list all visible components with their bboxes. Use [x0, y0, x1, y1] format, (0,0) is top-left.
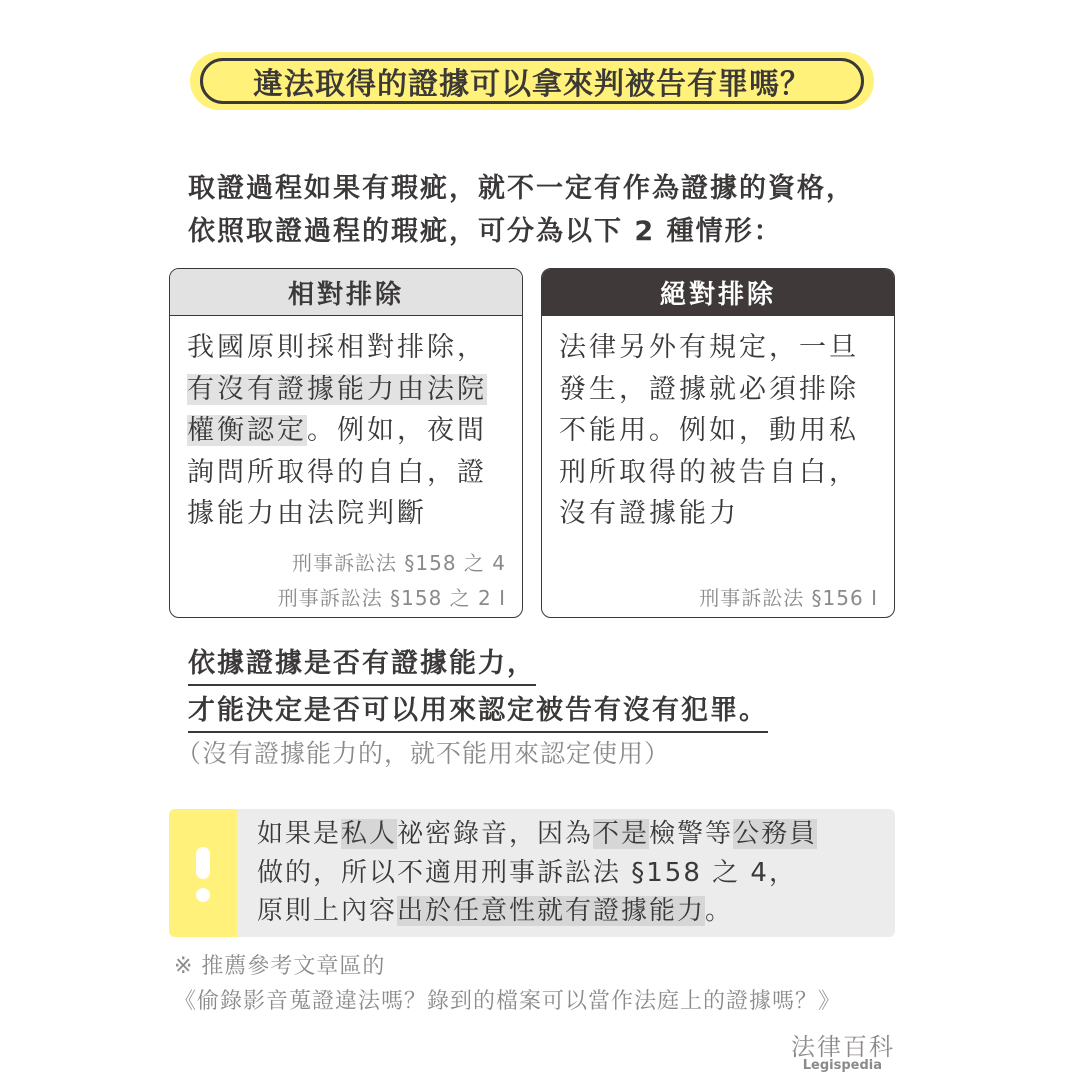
- notice-line-3: 原則上內容出於任意性就有證據能力。: [257, 896, 734, 926]
- page-title: 違法取得的證據可以拿來判被告有罪嗎？: [200, 58, 864, 104]
- notice-accent-bar: [169, 809, 237, 937]
- notice-text: [257, 815, 817, 931]
- conclusion-line-2: 才能決定是否可以用來認定被告有沒有犯罪。: [188, 688, 768, 733]
- highlight: 出於任意性就有證據能力: [397, 896, 706, 926]
- relative-line-4: 詢問所取得的自白，證: [187, 456, 487, 488]
- relative-exclusion-body: [187, 327, 517, 535]
- footnote-article-link: 《偷錄影音蒐證違法嗎？錄到的檔案可以當作法庭上的證據嗎？》: [174, 989, 842, 1014]
- relative-line-3: 權衡認定。例如，夜間: [187, 415, 487, 446]
- highlight: 權衡認定: [187, 415, 307, 446]
- relative-line-2: [187, 369, 517, 411]
- conclusion-note: （沒有證據能力的，就不能用來認定使用）: [176, 739, 671, 768]
- absolute-ref: 刑事訴訟法 §156 I: [699, 586, 878, 610]
- absolute-line-5: 沒有證據能力: [559, 498, 739, 529]
- absolute-exclusion-heading: 絕對排除: [542, 269, 894, 316]
- title-banner: [190, 52, 874, 110]
- intro-line-2: 依照取證過程的瑕疵，可分為以下 2 種情形：: [188, 216, 783, 247]
- notice-line-1: 如果是私人祕密錄音，因為不是檢警等公務員: [257, 819, 818, 849]
- highlight: 有沒有證據能力由法院: [187, 373, 487, 405]
- relative-line-1: 我國原則採相對排除，: [187, 332, 487, 363]
- exclamation-dot-icon: [196, 888, 210, 902]
- absolute-line-3: 不能用。例如，動用私: [559, 415, 859, 446]
- highlight: 不是: [593, 819, 650, 849]
- relative-exclusion-heading: 相對排除: [170, 269, 522, 316]
- notice-line-2: 做的，所以不適用刑事訴訟法 §158 之 4，: [257, 857, 797, 888]
- notice-box: [169, 809, 895, 937]
- intro-line-1: 取證過程如果有瑕疵，就不一定有作為證據的資格，: [188, 173, 855, 204]
- brand-name-en: Legispedia: [802, 1058, 882, 1073]
- highlight: 私人: [341, 819, 398, 849]
- absolute-line-4: 刑所取得的被告自白，: [559, 456, 859, 488]
- highlight: 公務員: [733, 819, 818, 849]
- absolute-line-2: 發生，證據就必須排除: [559, 373, 859, 405]
- relative-exclusion-card: [169, 268, 523, 618]
- conclusion-line-1: 依據證據是否有證據能力，: [188, 641, 536, 686]
- absolute-exclusion-body: [559, 327, 889, 535]
- brand-name: 法律百科: [791, 1033, 895, 1061]
- relative-ref-1: 刑事訴訟法 §158 之 4: [292, 551, 506, 575]
- absolute-line-1: 法律另外有規定，一旦: [559, 332, 859, 363]
- relative-line-5: 據能力由法院判斷: [187, 498, 427, 529]
- absolute-exclusion-card: [541, 268, 895, 618]
- footnote-line-1: ※ 推薦參考文章區的: [174, 954, 386, 979]
- exclamation-icon: [196, 847, 210, 879]
- relative-ref-2: 刑事訴訟法 §158 之 2 I: [277, 586, 506, 610]
